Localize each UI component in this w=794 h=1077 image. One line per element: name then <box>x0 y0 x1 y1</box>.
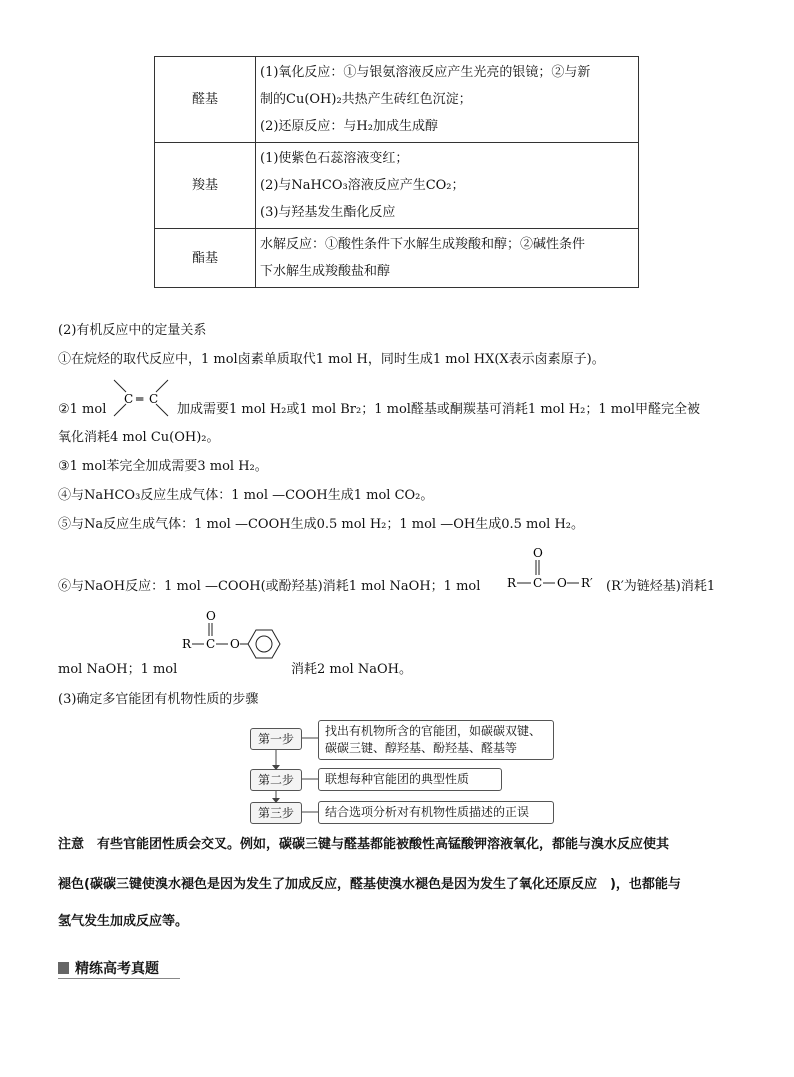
table-row <box>155 229 639 288</box>
carbon-label: C <box>206 637 216 651</box>
property-line: 下水解生成羧酸盐和醇 <box>260 264 391 279</box>
rule-item: mol NaOH；1 mol <box>58 662 178 677</box>
section-title: (3)确定多官能团有机物性质的步骤 <box>58 692 259 707</box>
heading-underline <box>58 978 180 979</box>
group-properties <box>256 143 639 229</box>
carbon-label: C <box>533 576 543 590</box>
group-name: 醛基 <box>155 57 256 143</box>
rule-item: 消耗2 mol NaOH。 <box>291 662 412 677</box>
note-line: 注意 有些官能团性质会交叉。例如，碳碳三键与醛基都能被酸性高锰酸钾溶液氧化，都能与溴水反应使其 <box>58 837 670 852</box>
rule-item: ④与NaHCO₃反应生成气体：1 mol —COOH生成1 mol CO₂。 <box>58 488 434 503</box>
r-group-label: R <box>182 637 192 651</box>
step-label: 第三步 <box>250 802 302 824</box>
rule-item-prefix: ②1 mol <box>58 402 107 417</box>
oxygen-label: O <box>533 546 543 560</box>
rule-item: ⑥与NaOH反应：1 mol —COOH(或酚羟基)消耗1 mol NaOH；1 mol <box>58 579 481 594</box>
property-line: (2)与NaHCO₃溶液反应产生CO₂； <box>260 178 465 193</box>
property-line: (1)使紫色石蕊溶液变红； <box>260 151 409 166</box>
property-line: 水解反应：①酸性条件下水解生成羧酸和醇；②碱性条件 <box>260 237 586 252</box>
note-line: 氢气发生加成反应等。 <box>58 914 189 929</box>
rule-item: ①在烷烃的取代反应中，1 mol卤素单质取代1 mol H，同时生成1 mol HX(X表示卤素原子)。 <box>58 352 605 367</box>
desc-line: 找出有机物所含的官能团，如碳碳双键、 <box>325 724 542 738</box>
desc-line: 结合选项分析对有机物性质描述的正误 <box>325 805 530 819</box>
phenyl-ester-structure <box>180 606 288 674</box>
carbon-label: C <box>124 392 134 406</box>
step-description <box>318 801 554 824</box>
desc-line: 联想每种官能团的典型性质 <box>325 772 470 786</box>
functional-group-table <box>154 56 639 288</box>
property-line: (1)氧化反应：①与银氨溶液反应产生光亮的银镜；②与新 <box>260 65 591 80</box>
oxygen-label: O <box>206 609 216 623</box>
section-heading <box>58 958 159 978</box>
step-description <box>318 720 554 760</box>
property-line: (3)与羟基发生酯化反应 <box>260 205 396 220</box>
ester-structure <box>503 543 603 591</box>
double-bond: ═ <box>136 392 144 406</box>
desc-line: 碳碳三键、醇羟基、酚羟基、醛基等 <box>325 741 518 755</box>
step-label: 第二步 <box>250 769 302 791</box>
carbon-label: C <box>149 392 159 406</box>
note-line: 褪色(碳碳三键使溴水褪色是因为发生了加成反应，醛基使溴水褪色是因为发生了氧化还原反应 )，也都能与 <box>58 877 681 892</box>
heading-text: 精练高考真题 <box>75 961 159 977</box>
group-name: 羧基 <box>155 143 256 229</box>
rule-item: 加成需要1 mol H₂或1 mol Br₂；1 mol醛基或酮羰基可消耗1 mol H₂；1 mol甲醛完全被 <box>177 402 701 417</box>
property-line: (2)还原反应：与H₂加成生成醇 <box>260 119 438 134</box>
rule-item: (R′为链烃基)消耗1 <box>606 579 716 594</box>
rule-item: ③1 mol苯完全加成需要3 mol H₂。 <box>58 459 268 474</box>
alkene-structure <box>110 376 172 422</box>
rule-item: ⑤与Na反应生成气体：1 mol —COOH生成0.5 mol H₂；1 mol —OH生成0.5 mol H₂。 <box>58 517 585 532</box>
rule-item: 氧化消耗4 mol Cu(OH)₂。 <box>58 430 220 445</box>
oxygen-label: O <box>230 637 240 651</box>
step-description <box>318 768 502 791</box>
section-title: (2)有机反应中的定量关系 <box>58 323 207 338</box>
table-row <box>155 143 639 229</box>
r-group-label: R′ <box>581 576 593 590</box>
group-properties <box>256 229 639 288</box>
step-label: 第一步 <box>250 728 302 750</box>
document-icon <box>58 962 69 974</box>
benzene-ring-icon <box>248 630 280 658</box>
oxygen-label: O <box>557 576 567 590</box>
table-row <box>155 57 639 143</box>
group-name: 酯基 <box>155 229 256 288</box>
r-group-label: R <box>507 576 517 590</box>
group-properties <box>256 57 639 143</box>
property-line: 制的Cu(OH)₂共热产生砖红色沉淀； <box>260 92 472 107</box>
